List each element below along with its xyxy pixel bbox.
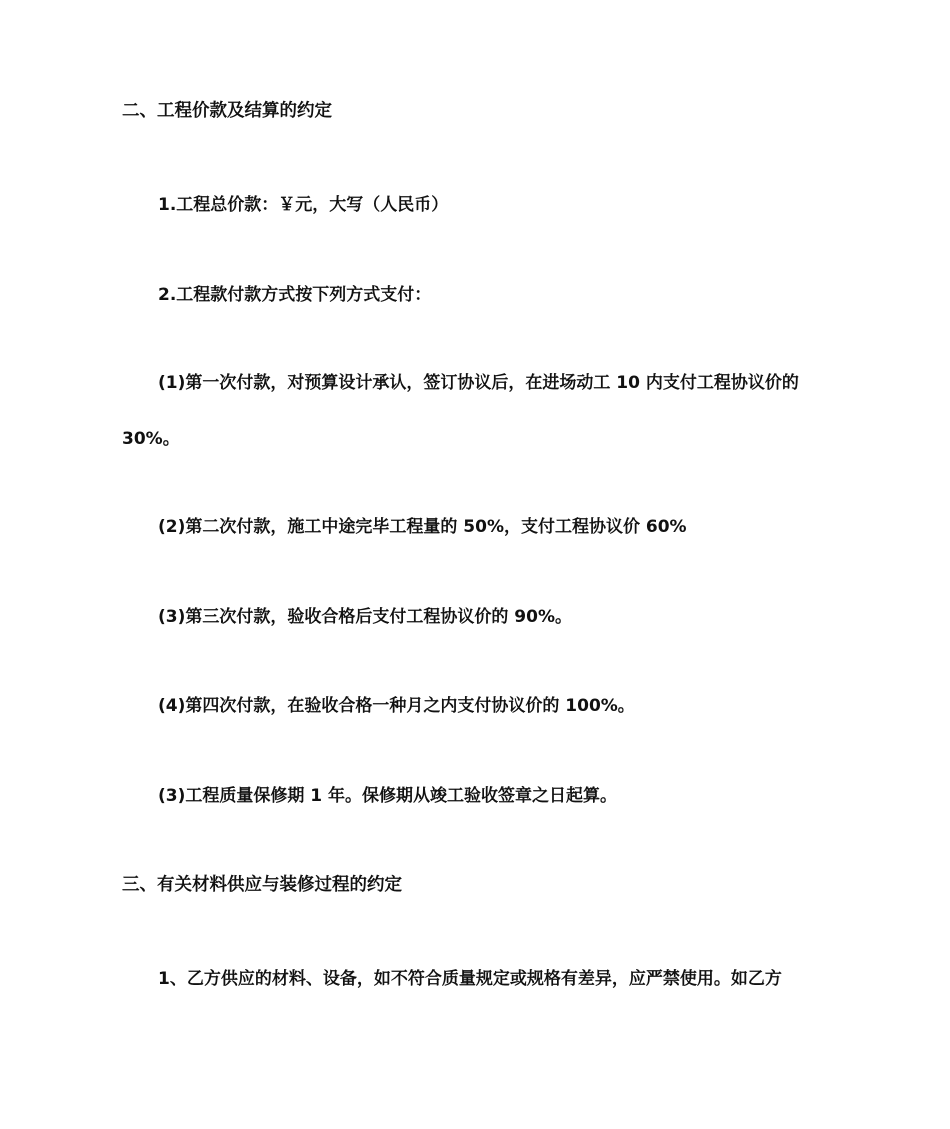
paragraph-second-payment: (2)第二次付款，施工中途完毕工程量的 50%，支付工程协议价 60% — [158, 517, 687, 537]
paragraph-materials-supply: 1、乙方供应的材料、设备，如不符合质量规定或规格有差异，应严禁使用。如乙方 — [158, 969, 782, 989]
paragraph-first-payment-continued: 30%。 — [122, 429, 180, 449]
section-heading-price-settlement: 二、工程价款及结算的约定 — [122, 101, 332, 121]
section-heading-materials: 三、有关材料供应与装修过程的约定 — [122, 875, 402, 895]
paragraph-fourth-payment: (4)第四次付款，在验收合格一种月之内支付协议价的 100%。 — [158, 696, 635, 716]
paragraph-total-price: 1.工程总价款：￥元，大写（人民币） — [158, 195, 449, 215]
paragraph-warranty: (3)工程质量保修期 1 年。保修期从竣工验收签章之日起算。 — [158, 786, 618, 806]
paragraph-payment-method: 2.工程款付款方式按下列方式支付： — [158, 285, 432, 305]
paragraph-first-payment: (1)第一次付款，对预算设计承认，签订协议后，在进场动工 10 内支付工程协议价的 — [158, 373, 799, 393]
paragraph-third-payment: (3)第三次付款，验收合格后支付工程协议价的 90%。 — [158, 607, 572, 627]
